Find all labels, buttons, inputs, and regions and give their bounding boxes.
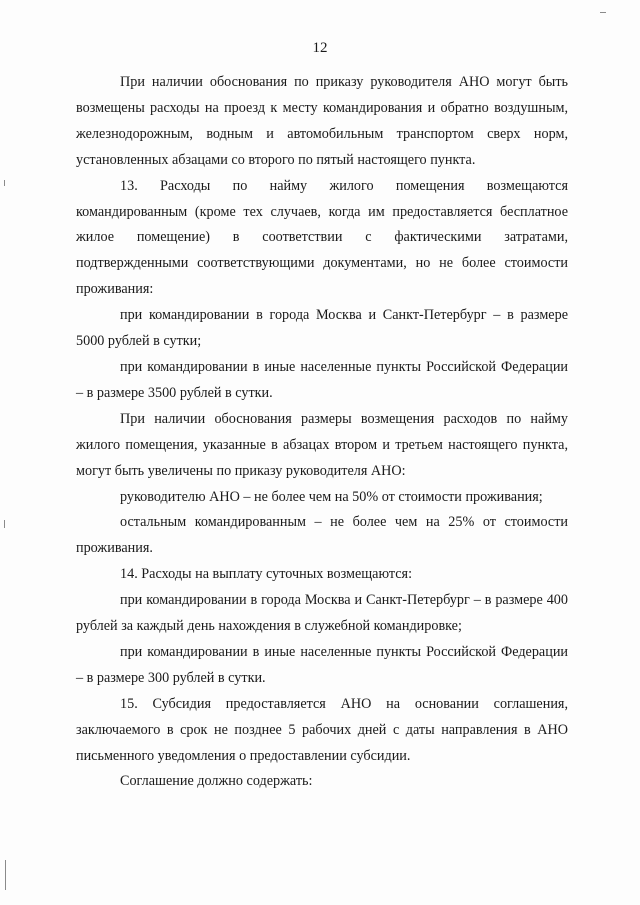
paragraph: руководителю АНО – не более чем на 50% от стоимости проживания; (120, 488, 543, 505)
paragraph: при командировании в иные населенные пункты Российской Федерации – в размере 300 рублей в сутки. (76, 643, 568, 686)
scan-mark (600, 12, 606, 13)
paragraph: 14. Расходы на выплату суточных возмещаются: (120, 566, 413, 583)
scan-mark (4, 520, 5, 528)
scan-mark (4, 180, 5, 186)
paragraph: 15. Субсидия предоставляется АНО на основании соглашения, заключаемого в срок не позднее 5 рабочих дней с даты направления в АНО письменного уведомления о предоставлении субсидии. (76, 695, 568, 764)
paragraph: При наличии обоснования размеры возмещения расходов по найму жилого помещения, указанные в абзацах втором и третьем настоящего пункта, могут быть увеличены по приказу руководителя АНО: (76, 410, 568, 479)
paragraph: Соглашение должно содержать: (120, 773, 313, 790)
paragraph: при командировании в города Москва и Санкт-Петербург – в размере 400 рублей за каждый день нахождения в служебной командировке; (76, 592, 568, 635)
paragraph: при командировании в иные населенные пункты Российской Федерации – в размере 3500 рублей в сутки. (76, 358, 568, 401)
paragraph: при командировании в города Москва и Санкт-Петербург – в размере 5000 рублей в сутки; (76, 307, 568, 350)
paragraph: 13. Расходы по найму жилого помещения возмещаются командированным (кроме тех случаев, когда им предоставляется бесплатное жилое помещение) в соответствии с фактическими затратами, подтвержденными соответствующими документами, но не более стоимости проживания: (76, 177, 568, 298)
paragraph: остальным командированным – не более чем на 25% от стоимости проживания. (76, 514, 568, 557)
document-body (76, 70, 568, 795)
paragraph: При наличии обоснования по приказу руководителя АНО могут быть возмещены расходы на проезд к месту командирования и обратно воздушным, железнодорожным, водным и автомобильным транспортом сверх норм, установленных абзацами со второго по пятый настоящего пункта. (76, 74, 568, 168)
scan-mark (5, 860, 6, 890)
page-number: 12 (312, 40, 328, 56)
